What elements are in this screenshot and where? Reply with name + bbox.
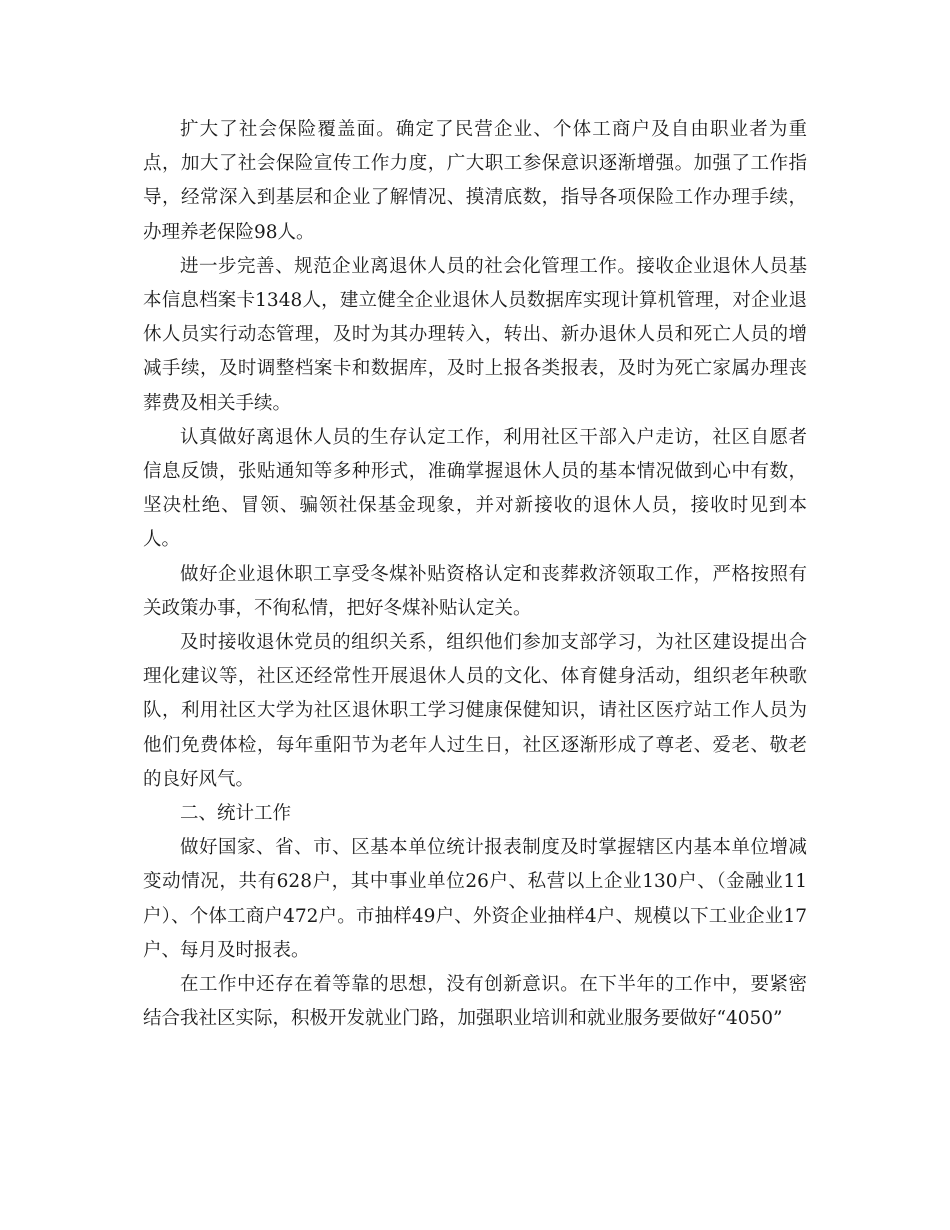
paragraph-survival-verification: 认真做好离退休人员的生存认定工作，利用社区干部入户走访，社区自愿者信息反馈，张贴通知等多种形式，准确掌握退休人员的基本情况做到心中有数，坚决杜绝、冒领、骗领社保基金现象，并对新接收的退休人员，接收时见到本人。 [143,426,807,551]
paragraph-statistics-report: 做好国家、省、市、区基本单位统计报表制度及时掌握辖区内基本单位增减变动情况，共有628户，其中事业单位26户、私营以上企业130户、（金融业11户）、个体工商户472户。市抽样49户、外资企业抽样4户、规模以下工业企业17户、每月及时报表。 [143,837,807,961]
paragraph-winter-coal-subsidy: 做好企业退休职工享受冬煤补贴资格认定和丧葬救济领取工作，严格按照有关政策办事，不徇私情，把好冬煤补贴认定关。 [143,563,807,619]
paragraph-retired-party-members: 及时接收退休党员的组织关系，组织他们参加支部学习，为社区建设提出合理化建议等，社区还经常性开展退休人员的文化、体育健身活动，组织老年秧歌队，利用社区大学为社区退休职工学习健康保健知识，请社区医疗站工作人员为他们免费体检，每年重阳节为老年人过生日，社区逐渐形成了尊老、爱老、敬老的良好风气。 [143,632,807,790]
paragraph-social-insurance-coverage: 扩大了社会保险覆盖面。确定了民营企业、个体工商户及自由职业者为重点，加大了社会保险宣传工作力度，广大职工参保意识逐渐增强。加强了工作指导，经常深入到基层和企业了解情况、摸清底数，指导各项保险工作办理手续，办理养老保险98人。 [143,119,807,243]
document-body [143,113,807,1036]
paragraph-retiree-management: 进一步完善、规范企业离退休人员的社会化管理工作。接收企业退休人员基本信息档案卡1348人，建立健全企业退休人员数据库实现计算机管理，对企业退休人员实行动态管理，及时为其办理转入，转出、新办退休人员和死亡人员的增减手续，及时调整档案卡和数据库，及时上报各类报表，及时为死亡家属办理丧葬费及相关手续。 [143,255,807,414]
paragraph-shortcomings-plan: 在工作中还存在着等靠的思想，没有创新意识。在下半年的工作中，要紧密结合我社区实际，积极开发就业门路，加强职业培训和就业服务要做好“4050” [143,974,807,1030]
section-heading-statistics: 二、统计工作 [180,803,292,825]
